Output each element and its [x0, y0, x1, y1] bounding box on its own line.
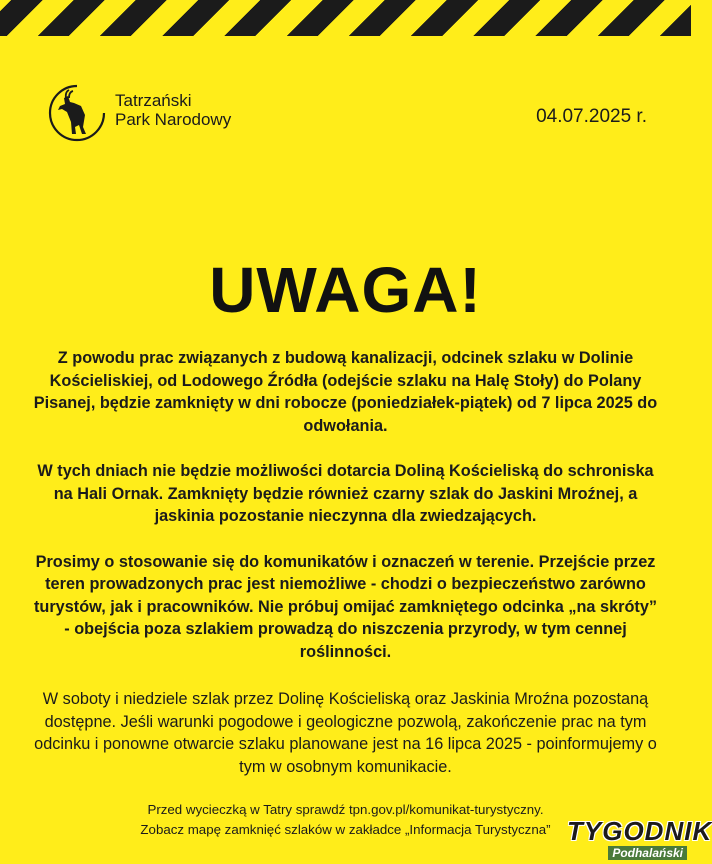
- publisher-watermark: [567, 816, 712, 862]
- chamois-circle-logo-icon: [46, 82, 108, 144]
- headline: UWAGA!: [209, 254, 482, 326]
- logo-line-2: Park Narodowy: [115, 110, 232, 129]
- watermark-main: TYGODNIK: [567, 816, 712, 846]
- paragraph-weekends: W soboty i niedziele szlak przez Dolinę Kościeliską oraz Jaskinia Mroźna pozostaną dostępne. Jeśli warunki pogodowe i geologiczne pozwolą, zakończenie prac na tym odcinku i ponowne otwarcie szlaku planowane jest na 16 lipca 2025 - poinformujemy o tym w osobnym komunikacie.: [34, 690, 657, 776]
- paragraph-closure: Z powodu prac związanych z budową kanalizacji, odcinek szlaku w Dolinie Kościeliskiej, od Lodowego Źródła (odejście szlaku na Halę Stoły) do Polany Pisanej, będzie zamknięty w dni robocze (poniedziałek-piątek) od 7 lipca 2025 do odwołania.: [33, 349, 658, 435]
- watermark-sub: Podhalański: [608, 846, 687, 860]
- hazard-stripe: [0, 0, 691, 36]
- logo-line-1: Tatrzański: [115, 91, 192, 110]
- notice-body: [30, 347, 661, 798]
- tpn-logo: [46, 82, 231, 144]
- paragraph-access: W tych dniach nie będzie możliwości dotarcia Doliną Kościeliską do schroniska na Hali Ornak. Zamknięty będzie również czarny szlak do Jaskini Mroźnej, a jaskinia pozostanie nieczynna dla zwiedzających.: [37, 462, 654, 525]
- footer-line-1: Przed wycieczką w Tatry sprawdź tpn.gov.pl/komunikat-turystyczny.: [147, 802, 544, 817]
- notice-date: 04.07.2025 r.: [536, 106, 647, 127]
- paragraph-safety: Prosimy o stosowanie się do komunikatów i oznaczeń w terenie. Przejście przez teren prowadzonych prac jest niemożliwe - chodzi o bezpieczeństwo zarówno turystów, jak i pracowników. Nie próbuj omijać zamkniętego odcinka „na skróty” - obejścia poza szlakiem prowadzą do niszczenia przyrody, w tym cennej roślinności.: [33, 552, 658, 661]
- logo-text: [115, 91, 231, 129]
- footer-line-2: Zobacz mapę zamknięć szlaków w zakładce „Informacja Turystyczna”: [140, 822, 551, 837]
